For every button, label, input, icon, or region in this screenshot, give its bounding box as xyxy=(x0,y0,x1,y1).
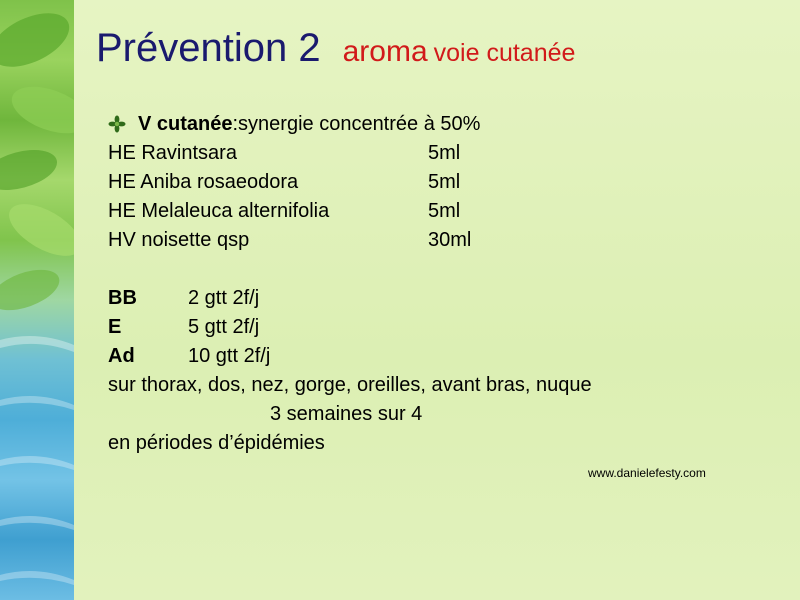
slide-title xyxy=(96,26,575,71)
ingredient-row xyxy=(108,226,768,255)
ingredient-amount: 5ml xyxy=(428,142,461,164)
ingredient-name: HV noisette qsp xyxy=(108,229,250,251)
dose-value: 2 gtt 2f/j xyxy=(188,287,260,309)
dose-row xyxy=(108,342,768,371)
application-line: sur thorax, dos, nez, gorge, oreilles, avant bras, nuque xyxy=(108,374,592,396)
heading-rest: :synergie concentrée à 50% xyxy=(232,113,481,135)
ingredient-row xyxy=(108,139,768,168)
dose-row xyxy=(108,284,768,313)
ingredient-amount: 5ml xyxy=(428,200,461,222)
dose-group: E xyxy=(108,316,122,338)
ingredient-amount: 5ml xyxy=(428,171,461,193)
ingredient-row xyxy=(108,197,768,226)
website-url: www.danielefesty.com xyxy=(588,466,706,480)
heading-line xyxy=(108,110,768,139)
dose-group: Ad xyxy=(108,345,135,367)
leaves-water-image xyxy=(0,0,74,600)
slide-content xyxy=(108,110,768,458)
leaf-bullet-icon xyxy=(108,115,126,133)
dose-value: 5 gtt 2f/j xyxy=(188,316,260,338)
ingredient-name: HE Ravintsara xyxy=(108,142,237,164)
spacer xyxy=(108,255,768,284)
title-route: voie cutanée xyxy=(433,39,576,67)
decorative-side-strip xyxy=(0,0,74,600)
title-aroma: aroma xyxy=(342,35,428,68)
dose-row xyxy=(108,313,768,342)
dose-value: 10 gtt 2f/j xyxy=(188,345,271,367)
ingredient-name: HE Aniba rosaeodora xyxy=(108,171,299,193)
title-main: Prévention 2 xyxy=(96,26,321,70)
ingredient-row xyxy=(108,168,768,197)
ingredient-amount: 30ml xyxy=(428,229,472,251)
heading-bold: V cutanée xyxy=(138,113,233,135)
dose-group: BB xyxy=(108,287,137,309)
duration-line: 3 semaines sur 4 xyxy=(270,403,423,425)
ingredient-name: HE Melaleuca alternifolia xyxy=(108,200,330,222)
period-line: en périodes d’épidémies xyxy=(108,432,325,454)
